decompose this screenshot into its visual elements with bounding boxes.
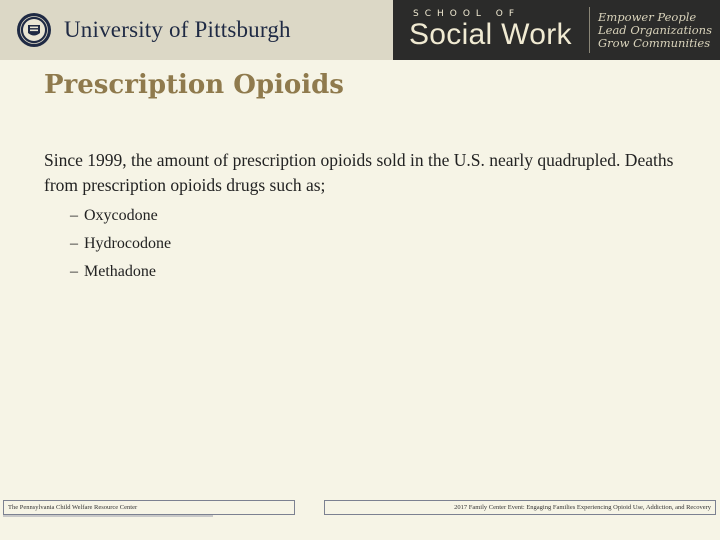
university-branding bbox=[0, 0, 393, 60]
motto-item: Empower People bbox=[598, 9, 697, 24]
motto-item: Grow Communities bbox=[598, 35, 711, 50]
slide-title: Prescription Opioids bbox=[44, 70, 344, 100]
list-item bbox=[70, 258, 694, 286]
dash-icon: – bbox=[70, 263, 78, 280]
bullet-list bbox=[44, 202, 694, 286]
list-item bbox=[70, 202, 694, 230]
dash-icon: – bbox=[70, 235, 78, 252]
footer-underline bbox=[3, 515, 213, 517]
school-logo bbox=[409, 9, 585, 51]
bullet-text: Hydrocodone bbox=[84, 235, 172, 252]
school-branding bbox=[393, 0, 720, 60]
school-of-label: SCHOOL OF bbox=[413, 9, 521, 19]
university-seal-icon bbox=[16, 12, 52, 48]
motto-list bbox=[598, 11, 712, 50]
footer-right-text: 2017 Family Center Event: Engaging Families Experiencing Opioid Use, Addiction, and Recovery bbox=[454, 504, 711, 511]
slide-body bbox=[44, 148, 694, 286]
bullet-text: Methadone bbox=[84, 263, 156, 280]
dash-icon: – bbox=[70, 207, 78, 224]
bullet-text: Oxycodone bbox=[84, 207, 158, 224]
school-name: Social Work bbox=[409, 18, 572, 51]
footer-left-text: The Pennsylvania Child Welfare Resource Center bbox=[8, 504, 138, 511]
footer-left bbox=[3, 500, 295, 515]
header-banner bbox=[0, 0, 720, 60]
body-paragraph: Since 1999, the amount of prescription opioids sold in the U.S. nearly quadrupled. Deaths from prescription opioids drugs such as; bbox=[44, 150, 674, 195]
motto-item: Lead Organizations bbox=[598, 22, 712, 37]
university-name: University of Pittsburgh bbox=[64, 17, 291, 42]
footer-right bbox=[324, 500, 716, 515]
list-item bbox=[70, 230, 694, 258]
banner-divider bbox=[589, 7, 590, 53]
